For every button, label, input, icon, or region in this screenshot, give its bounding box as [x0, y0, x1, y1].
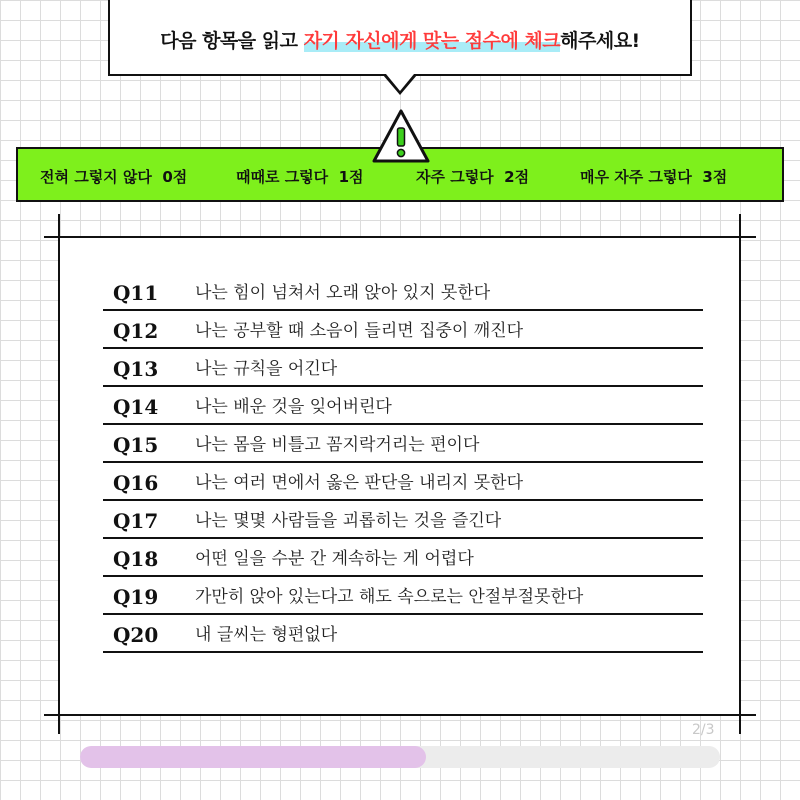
panel-frame-right — [739, 214, 741, 734]
question-number: Q12 — [113, 319, 159, 343]
question-text: 가만히 앉아 있는다고 해도 속으로는 안절부절못한다 — [195, 587, 584, 607]
question-text: 내 글씨는 형편없다 — [195, 625, 338, 645]
score-item-1: 때때로 그렇다 1점 — [236, 168, 364, 186]
question-text: 나는 여러 면에서 옳은 판단을 내리지 못한다 — [195, 473, 524, 493]
question-row[interactable] — [103, 461, 703, 501]
question-row[interactable] — [103, 613, 703, 653]
question-text: 어떤 일을 수분 간 계속하는 게 어렵다 — [195, 549, 474, 569]
panel-frame-top — [44, 236, 756, 238]
score-item-0: 전혀 그렇지 않다 0점 — [40, 168, 188, 186]
question-number: Q16 — [113, 471, 159, 495]
score-item-2: 자주 그렇다 2점 — [416, 168, 530, 186]
question-row[interactable] — [103, 499, 703, 539]
panel-frame-left — [58, 214, 60, 734]
progress-fill — [80, 746, 426, 768]
question-number: Q15 — [113, 433, 159, 457]
instruction-text — [110, 26, 690, 53]
question-row[interactable] — [103, 537, 703, 577]
instruction-part2: 해주세요! — [560, 30, 640, 52]
question-number: Q13 — [113, 357, 159, 381]
panel-frame-bottom — [44, 714, 756, 716]
score-item-3: 매우 자주 그렇다 3점 — [580, 168, 728, 186]
question-number: Q14 — [113, 395, 159, 419]
question-row[interactable] — [103, 347, 703, 387]
instruction-part1: 다음 항목을 읽고 — [160, 30, 304, 52]
question-number: Q18 — [113, 547, 159, 571]
question-text: 나는 힘이 넘쳐서 오래 앉아 있지 못한다 — [195, 283, 491, 303]
question-number: Q19 — [113, 585, 159, 609]
warning-triangle-icon — [371, 108, 431, 164]
question-number: Q17 — [113, 509, 159, 533]
question-row[interactable] — [103, 575, 703, 615]
instruction-bubble — [108, 0, 692, 76]
instruction-highlight: 자기 자신에게 맞는 점수에 체크 — [303, 30, 561, 52]
progress-bar — [80, 746, 720, 768]
question-row[interactable] — [103, 423, 703, 463]
bubble-tail-fill — [386, 74, 414, 91]
question-row[interactable] — [103, 271, 703, 311]
question-text: 나는 공부할 때 소음이 들리면 집중이 깨진다 — [195, 321, 524, 341]
question-text: 나는 몇몇 사람들을 괴롭히는 것을 즐긴다 — [195, 511, 502, 531]
question-text: 나는 몸을 비틀고 꼼지락거리는 편이다 — [195, 435, 480, 455]
question-number: Q11 — [113, 281, 159, 305]
question-row[interactable] — [103, 309, 703, 349]
question-row[interactable] — [103, 385, 703, 425]
question-text: 나는 배운 것을 잊어버린다 — [195, 397, 392, 417]
question-text: 나는 규칙을 어긴다 — [195, 359, 338, 379]
page-indicator: 2/3 — [692, 722, 715, 738]
question-number: Q20 — [113, 623, 159, 647]
